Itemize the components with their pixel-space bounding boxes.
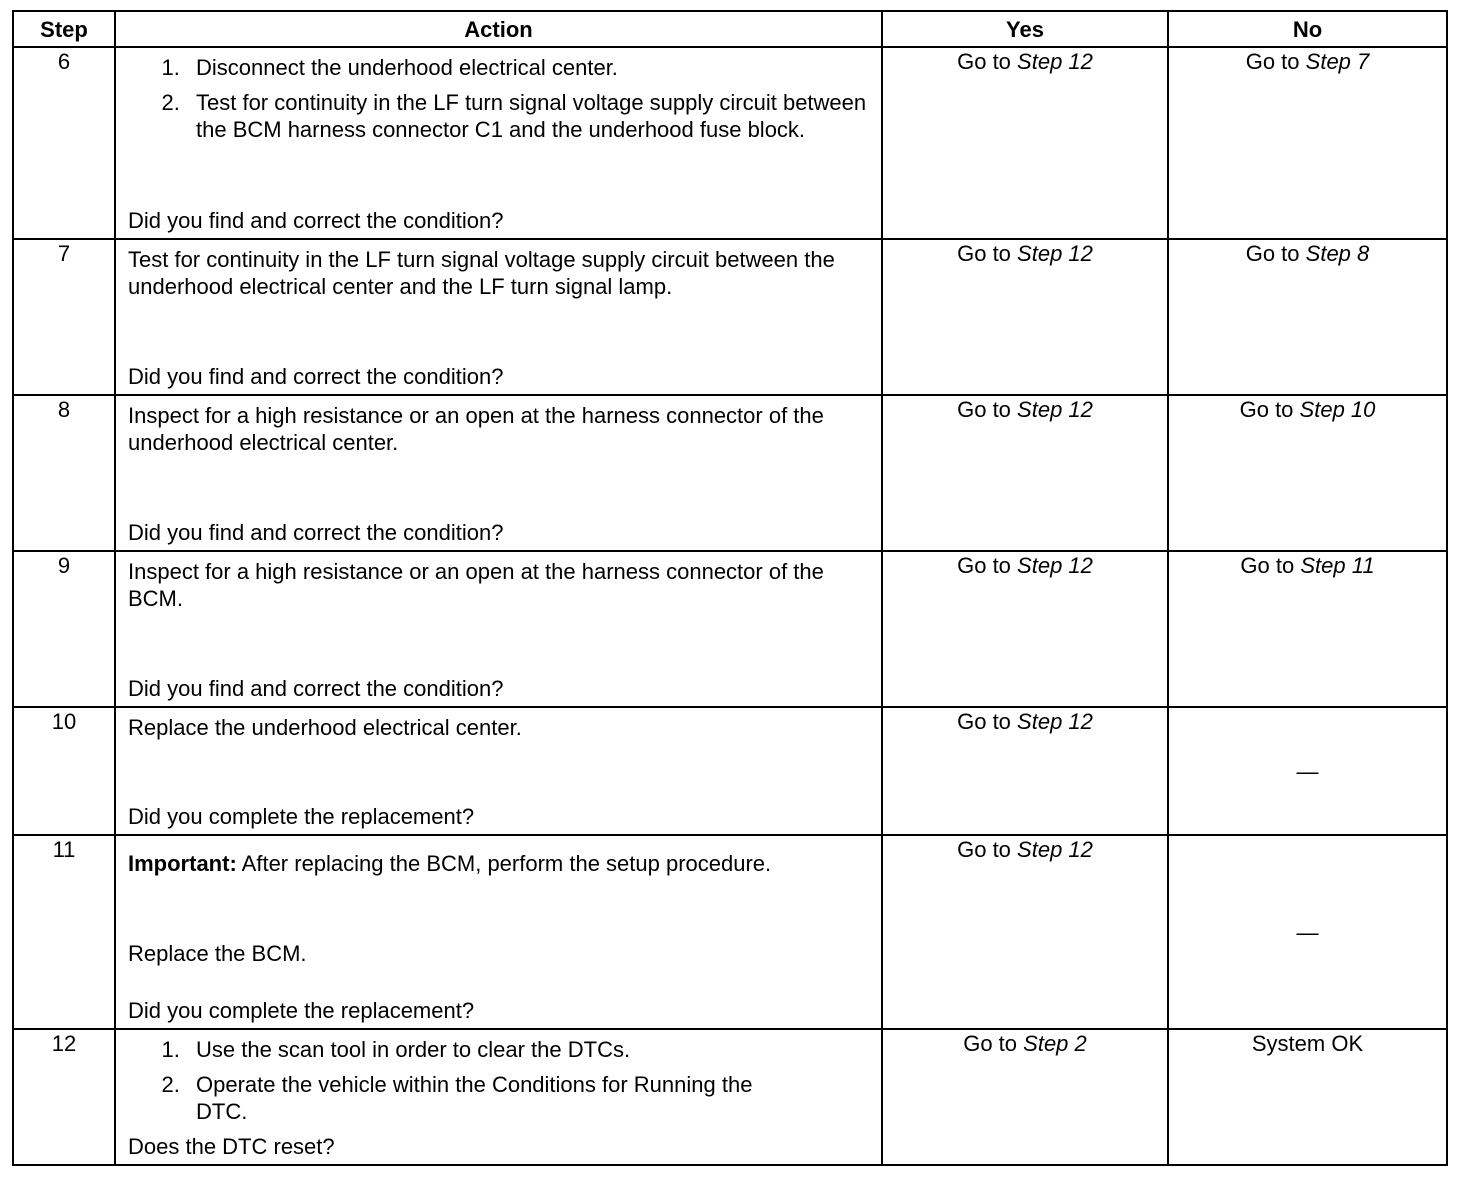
action-item: 2. Test for continuity in the LF turn signal voltage supply circuit between the BCM harness connector C1 and the underhood fuse block. [186, 89, 867, 143]
goto-step-link[interactable]: Step 12 [1017, 709, 1093, 734]
goto-prefix: Go to [1245, 49, 1300, 74]
step-row-9 [13, 551, 1447, 707]
goto-step-link[interactable]: Step 11 [1300, 553, 1375, 578]
action-cell [115, 395, 882, 551]
action-question: Did you complete the replacement? [128, 804, 475, 829]
goto-prefix: Go to [1240, 553, 1295, 578]
goto-prefix: Go to [957, 241, 1011, 266]
goto-prefix: Go to [957, 837, 1011, 862]
yes-result [882, 395, 1168, 551]
yes-result [882, 239, 1168, 395]
action-cell [115, 47, 882, 239]
no-result: — [1168, 707, 1447, 835]
step-number: 11 [13, 835, 115, 1029]
header-row [13, 11, 1447, 47]
yes-result [882, 551, 1168, 707]
step-number: 12 [13, 1029, 115, 1165]
action-list [128, 1036, 867, 1125]
important-text: After replacing the BCM, perform the setup procedure. [241, 851, 772, 876]
action-question: Did you find and correct the condition? [128, 676, 504, 701]
step-row-7 [13, 239, 1447, 395]
header-yes: Yes [882, 11, 1168, 47]
action-text: Test for continuity in the LF turn signal voltage supply circuit between the underhood electrical center and the LF turn signal lamp. [128, 247, 835, 299]
goto-step-link[interactable]: Step 12 [1017, 397, 1093, 422]
goto-prefix: Go to [957, 49, 1011, 74]
step-number: 8 [13, 395, 115, 551]
action-cell [115, 1029, 882, 1165]
action-cell [115, 707, 882, 835]
action-cell [115, 551, 882, 707]
action-cell [115, 835, 882, 1029]
step-number: 7 [13, 239, 115, 395]
goto-step-link[interactable]: Step 12 [1017, 837, 1093, 862]
step-row-12 [13, 1029, 1447, 1165]
header-step: Step [13, 11, 115, 47]
step-row-10 [13, 707, 1447, 835]
goto-step-link[interactable]: Step 12 [1017, 49, 1093, 74]
step-row-8 [13, 395, 1447, 551]
no-result [1168, 239, 1447, 395]
step-number: 6 [13, 47, 115, 239]
yes-result [882, 47, 1168, 239]
goto-step-link[interactable]: Step 12 [1017, 553, 1093, 578]
action-question: Did you find and correct the condition? [128, 208, 504, 233]
goto-step-link[interactable]: Step 12 [1017, 241, 1093, 266]
goto-prefix: Go to [1239, 397, 1294, 422]
action-question: Did you complete the replacement? [128, 998, 475, 1023]
yes-result [882, 707, 1168, 835]
no-result: — [1168, 835, 1447, 1029]
no-result: System OK [1168, 1029, 1447, 1165]
step-number: 9 [13, 551, 115, 707]
action-text: Inspect for a high resistance or an open at the harness connector of the BCM. [128, 559, 824, 611]
goto-prefix: Go to [963, 1031, 1018, 1056]
no-result [1168, 395, 1447, 551]
goto-prefix: Go to [957, 553, 1011, 578]
goto-step-link[interactable]: Step 10 [1299, 397, 1376, 422]
step-number: 10 [13, 707, 115, 835]
action-cell [115, 239, 882, 395]
important-note [128, 850, 867, 877]
no-result [1168, 47, 1447, 239]
goto-prefix: Go to [957, 397, 1011, 422]
action-text: Replace the BCM. [128, 941, 307, 966]
important-label: Important: [128, 851, 237, 876]
yes-result [882, 835, 1168, 1029]
no-result [1168, 551, 1447, 707]
action-text: Replace the underhood electrical center. [128, 715, 522, 740]
action-list [128, 54, 867, 143]
action-item: 1. Use the scan tool in order to clear the DTCs. [186, 1036, 787, 1063]
action-item: 2. Operate the vehicle within the Conditions for Running the DTC. [186, 1071, 787, 1125]
diagnostic-step-table [12, 10, 1448, 1166]
action-item: 1. Disconnect the underhood electrical center. [186, 54, 867, 81]
step-row-11 [13, 835, 1447, 1029]
action-question: Does the DTC reset? [128, 1134, 335, 1159]
goto-prefix: Go to [1245, 241, 1300, 266]
goto-prefix: Go to [957, 709, 1011, 734]
goto-step-link[interactable]: Step 8 [1305, 241, 1370, 266]
goto-step-link[interactable]: Step 2 [1023, 1031, 1087, 1056]
action-text: Inspect for a high resistance or an open at the harness connector of the underhood electrical center. [128, 403, 824, 455]
header-no: No [1168, 11, 1447, 47]
action-question: Did you find and correct the condition? [128, 364, 504, 389]
action-question: Did you find and correct the condition? [128, 520, 504, 545]
header-action: Action [115, 11, 882, 47]
yes-result [882, 1029, 1168, 1165]
step-row-6 [13, 47, 1447, 239]
goto-step-link[interactable]: Step 7 [1305, 49, 1370, 74]
